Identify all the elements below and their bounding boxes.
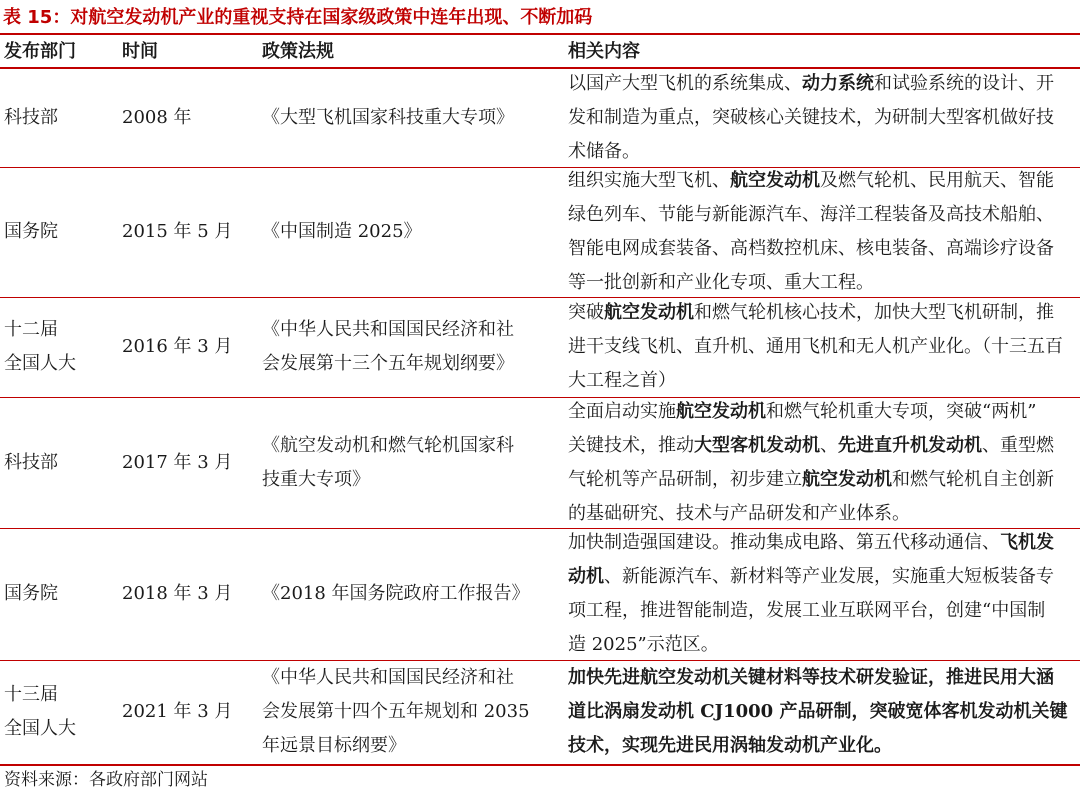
cell-policy bbox=[262, 68, 552, 167]
content-line bbox=[568, 560, 1054, 594]
content-text: 造 2025”示范区。 bbox=[568, 634, 719, 655]
table-row bbox=[0, 397, 1080, 528]
content-text: 和燃气轮机核心技术，加快大型飞机研制，推 bbox=[694, 302, 1054, 323]
policy-line: 《中华人民共和国国民经济和社 bbox=[262, 667, 514, 688]
policy-line: 《航空发动机和燃气轮机国家科 bbox=[262, 434, 514, 456]
content-line bbox=[568, 198, 1054, 232]
content-text: 和燃气轮机重大专项，突破“两机” bbox=[766, 400, 1037, 422]
time-text: 2016 年 3 月 bbox=[122, 336, 233, 357]
content-line bbox=[568, 729, 1067, 763]
cell-content bbox=[568, 397, 1076, 528]
content-text: 气轮机等产品研制，初步建立 bbox=[568, 468, 802, 490]
cell-policy bbox=[262, 297, 552, 397]
cell-content bbox=[568, 167, 1076, 297]
cell-time bbox=[122, 297, 252, 397]
content-text: 全面启动实施 bbox=[568, 400, 676, 422]
header-time: 时间 bbox=[122, 41, 158, 62]
content-text: 突破 bbox=[568, 302, 604, 323]
content-line bbox=[568, 266, 1054, 300]
content-line bbox=[568, 164, 1054, 198]
header-policy: 政策法规 bbox=[262, 41, 334, 62]
content-line bbox=[568, 628, 1054, 662]
cell-dept bbox=[4, 68, 104, 167]
policy-line: 《中国制造 2025》 bbox=[262, 221, 422, 242]
cell-time bbox=[122, 660, 252, 764]
content-text: 项工程，推进智能制造，发展工业互联网平台，创建“中国制 bbox=[568, 600, 1046, 621]
time-text: 2015 年 5 月 bbox=[122, 221, 233, 242]
content-emphasis: 航空发动机 bbox=[676, 400, 766, 422]
dept-line: 十三届 bbox=[4, 684, 58, 705]
content-text: 加快制造强国建设。推动集成电路、第五代移动通信、 bbox=[568, 532, 1000, 553]
content-line bbox=[568, 296, 1063, 330]
content-emphasis: 飞机发 bbox=[1000, 532, 1054, 553]
policy-line: 会发展第十四个五年规划和 2035 bbox=[262, 701, 530, 722]
content-line bbox=[568, 695, 1067, 729]
content-text: 术储备。 bbox=[568, 140, 640, 162]
content-text: 智能电网成套装备、高档数控机床、核电装备、高端诊疗设备 bbox=[568, 238, 1054, 259]
content-text: 和试验系统的设计、开 bbox=[874, 72, 1054, 94]
content-text: 和燃气轮机自主创新 bbox=[892, 468, 1054, 490]
cell-content bbox=[568, 297, 1076, 397]
dept-line: 科技部 bbox=[4, 106, 58, 128]
content-text: 关键技术，推动 bbox=[568, 434, 694, 456]
table-row bbox=[0, 167, 1080, 297]
cell-dept bbox=[4, 167, 104, 297]
content-text: 组织实施大型飞机、 bbox=[568, 170, 730, 191]
policy-line: 技重大专项》 bbox=[262, 468, 370, 490]
content-line bbox=[568, 67, 1054, 101]
content-text: 进干支线飞机、直升机、通用飞机和无人机产业化。（十三五百 bbox=[568, 336, 1063, 357]
dept-line: 国务院 bbox=[4, 221, 58, 242]
content-text: 大工程之首） bbox=[568, 370, 676, 391]
content-text: 的基础研究、技术与产品研发和产业体系。 bbox=[568, 502, 910, 524]
content-emphasis: 技术，实现先进民用涡轴发动机产业化。 bbox=[568, 735, 892, 756]
content-line bbox=[568, 526, 1054, 560]
content-emphasis: 航空发动机 bbox=[802, 468, 892, 490]
content-emphasis: 航空发动机 bbox=[730, 170, 820, 191]
cell-time bbox=[122, 167, 252, 297]
time-text: 2021 年 3 月 bbox=[122, 701, 233, 722]
cell-content bbox=[568, 68, 1076, 167]
content-line bbox=[568, 429, 1054, 463]
content-emphasis: 加快先进航空发动机关键材料等技术研发验证，推进民用大涵 bbox=[568, 667, 1054, 688]
time-text: 2008 年 bbox=[122, 106, 192, 128]
policy-line: 年远景目标纲要》 bbox=[262, 735, 406, 756]
content-emphasis: 航空发动机 bbox=[604, 302, 694, 323]
policy-line: 《中华人民共和国国民经济和社 bbox=[262, 319, 514, 340]
cell-time bbox=[122, 528, 252, 660]
content-emphasis: 动力系统 bbox=[802, 72, 874, 94]
table-row bbox=[0, 528, 1080, 660]
content-line bbox=[568, 330, 1063, 364]
table-row bbox=[0, 297, 1080, 397]
content-line bbox=[568, 594, 1054, 628]
table-row bbox=[0, 660, 1080, 764]
content-text: 等一批创新和产业化专项、重大工程。 bbox=[568, 272, 874, 293]
policy-line: 《大型飞机国家科技重大专项》 bbox=[262, 106, 514, 128]
dept-line: 十二届 bbox=[4, 319, 58, 340]
header-content: 相关内容 bbox=[568, 41, 640, 62]
cell-dept bbox=[4, 397, 104, 528]
cell-dept bbox=[4, 660, 104, 764]
dept-line: 全国人大 bbox=[4, 353, 76, 374]
content-text: 及燃气轮机、民用航天、智能 bbox=[820, 170, 1054, 191]
cell-policy bbox=[262, 397, 552, 528]
dept-line: 全国人大 bbox=[4, 718, 76, 739]
cell-content bbox=[568, 660, 1076, 764]
content-emphasis: 先进直升机发动机 bbox=[838, 434, 982, 456]
content-line bbox=[568, 395, 1054, 429]
table-header bbox=[0, 35, 1080, 68]
content-line bbox=[568, 364, 1063, 398]
table-title: 表 15：对航空发动机产业的重视支持在国家级政策中连年出现、不断加码 bbox=[3, 7, 593, 28]
content-text: 发和制造为重点，突破核心关键技术，为研制大型客机做好技 bbox=[568, 106, 1054, 128]
content-line bbox=[568, 101, 1054, 135]
cell-policy bbox=[262, 167, 552, 297]
content-text: 绿色列车、节能与新能源汽车、海洋工程装备及高技术船舶、 bbox=[568, 204, 1054, 225]
time-text: 2017 年 3 月 bbox=[122, 451, 233, 473]
cell-time bbox=[122, 397, 252, 528]
cell-dept bbox=[4, 528, 104, 660]
content-text: 、 bbox=[820, 434, 838, 456]
content-line bbox=[568, 232, 1054, 266]
content-text: 、重型燃 bbox=[982, 434, 1054, 456]
cell-policy bbox=[262, 660, 552, 764]
content-line bbox=[568, 661, 1067, 695]
content-text: 以国产大型飞机的系统集成、 bbox=[568, 72, 802, 94]
dept-line: 国务院 bbox=[4, 583, 58, 604]
time-text: 2018 年 3 月 bbox=[122, 583, 233, 604]
cell-content bbox=[568, 528, 1076, 660]
cell-dept bbox=[4, 297, 104, 397]
policy-line: 《2018 年国务院政府工作报告》 bbox=[262, 583, 530, 604]
content-emphasis: 道比涡扇发动机 CJ1000 产品研制，突破宽体客机发动机关键 bbox=[568, 701, 1068, 722]
policy-line: 会发展第十三个五年规划纲要》 bbox=[262, 353, 514, 374]
cell-time bbox=[122, 68, 252, 167]
dept-line: 科技部 bbox=[4, 451, 58, 473]
content-line bbox=[568, 463, 1054, 497]
content-emphasis: 大型客机发动机 bbox=[694, 434, 820, 456]
content-emphasis: 动机 bbox=[568, 566, 604, 587]
header-dept: 发布部门 bbox=[4, 41, 76, 62]
source-note: 资料来源：各政府部门网站 bbox=[4, 770, 208, 790]
table-row bbox=[0, 68, 1080, 167]
cell-policy bbox=[262, 528, 552, 660]
content-text: 、新能源汽车、新材料等产业发展，实施重大短板装备专 bbox=[604, 566, 1054, 587]
